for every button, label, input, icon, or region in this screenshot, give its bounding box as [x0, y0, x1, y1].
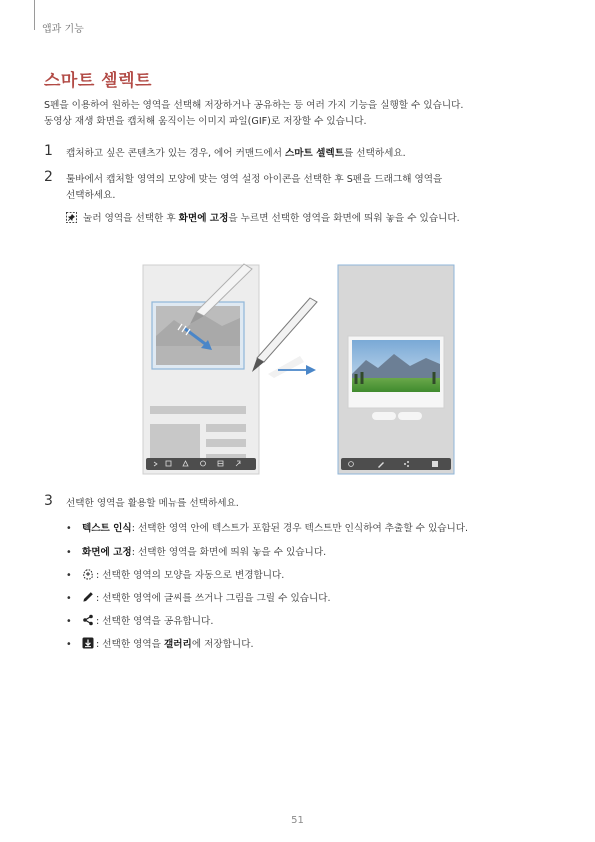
step-text: 캡처하고 싶은 콘텐츠가 있는 경우, 에어 커맨드에서 스마트 셀렉트를 선택하세요.	[66, 148, 406, 159]
intro-text	[44, 98, 464, 130]
download-icon	[82, 637, 94, 649]
section-header: 앱과 기능	[42, 24, 84, 35]
motion-streak	[268, 356, 304, 378]
step-text: 선택한 영역을 활용할 메뉴를 선택하세요.	[66, 498, 239, 509]
pen-icon	[82, 591, 94, 603]
pin-to-screen-label: 화면에 고정	[82, 547, 132, 558]
text-recognition-label: 텍스트 인식	[82, 523, 132, 534]
smart-select-illustration	[140, 262, 458, 476]
step-number: 1	[44, 143, 53, 159]
auto-shape-icon	[82, 568, 94, 580]
note-line: 눌러 영역을 선택한 후 화면에 고정을 누르면 선택한 영역을 화면에 띄워 놓을 수 있습니다.	[66, 211, 460, 227]
text-recognition-button	[372, 412, 396, 420]
step-2-line-2: 선택하세요.	[66, 190, 116, 201]
phone-screen-left	[143, 265, 259, 474]
step-number: 3	[44, 493, 53, 509]
pin-to-screen-label: 화면에 고정	[178, 213, 229, 224]
intro-line-2: 동영상 재생 화면을 캡처해 움직이는 이미지 파일(GIF)로 저장할 수 있습니다.	[44, 116, 367, 127]
left-toolbar	[146, 458, 256, 470]
intro-line-1: S펜을 이용하여 원하는 영역을 선택해 저장하거나 공유하는 등 여러 가지 기능을 실행할 수 있습니다.	[44, 100, 464, 111]
step-text	[66, 172, 442, 204]
step-number: 2	[44, 169, 53, 185]
s-pen-lower	[252, 298, 317, 372]
step-2-line-1: 툴바에서 캡처할 영역의 모양에 맞는 영역 설정 아이콘을 선택한 후 S펜을 드래그해 영역을	[66, 174, 443, 185]
gallery-label: 갤러리	[164, 639, 192, 650]
page-number: 51	[291, 815, 304, 826]
page-title: 스마트 셀렉트	[44, 71, 152, 91]
header-rule	[34, 0, 35, 30]
smart-select-label: 스마트 셀렉트	[285, 148, 344, 159]
pin-to-screen-button	[398, 412, 422, 420]
phone-screen-right	[338, 265, 454, 474]
share-icon	[82, 614, 94, 626]
pin-icon	[66, 212, 77, 223]
